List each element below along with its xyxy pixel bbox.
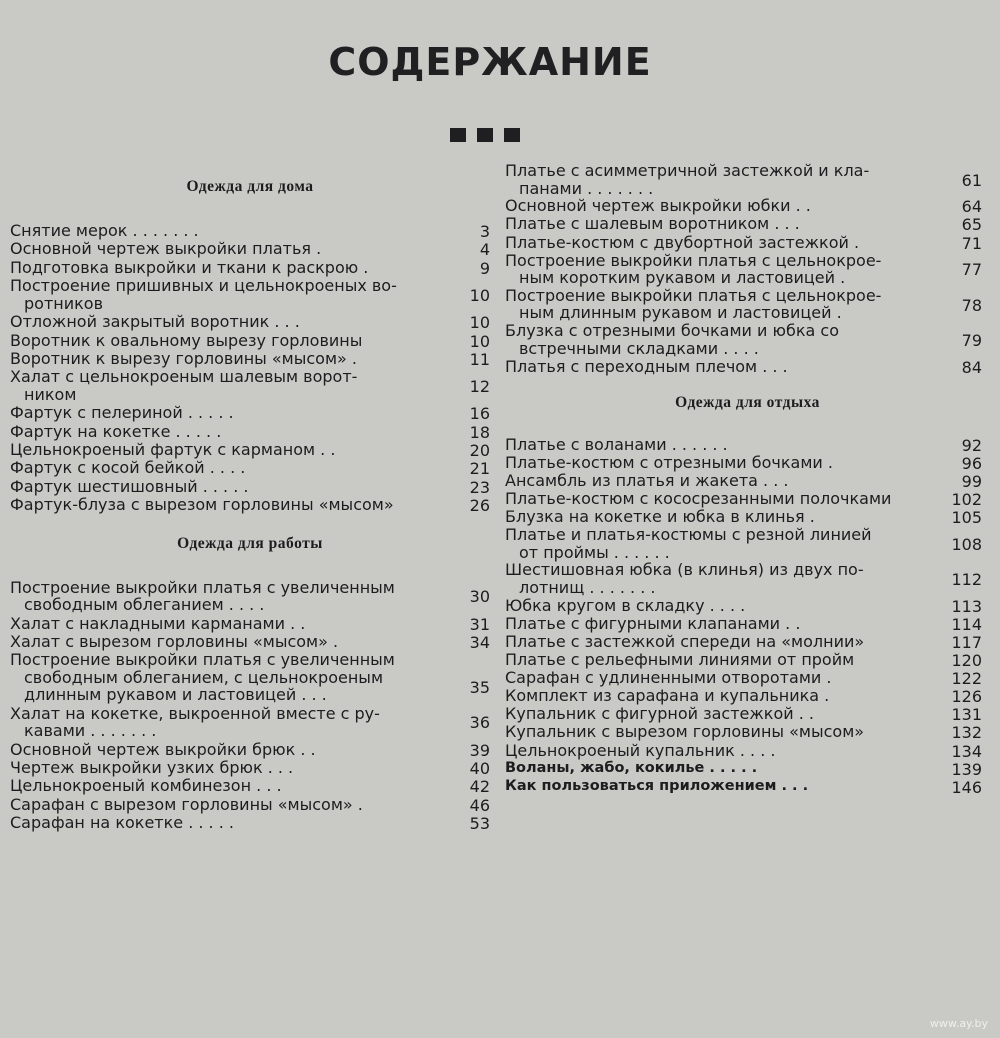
toc-entry [10,441,335,459]
toc-entry [10,579,395,614]
section-heading: Одежда для работы [177,534,323,552]
toc-page-number: 34 [469,632,490,652]
toc-entry-title: Платья с переходным плечом . . . [505,356,788,376]
toc-entry-title: Купальник с вырезом горловины «мысом» [505,722,865,742]
ornament-square [450,128,466,142]
toc-entry-title: Фартук на кокетке . . . . . [10,421,222,441]
toc-page-number: 46 [469,795,490,815]
toc-entry [10,633,338,651]
toc-entry-title: Построение выкройки платья с цельнокрое- [505,250,882,270]
toc-entry-title: Платье с шалевым воротником . . . [505,214,800,234]
toc-page-number: 102 [951,489,982,509]
toc-entry [10,313,300,331]
toc-entry [505,705,814,723]
toc-entry [10,741,316,759]
toc-page-number: 61 [961,170,982,190]
toc-entry-title: Фартук с косой бейкой . . . . [10,458,246,478]
toc-page-number: 120 [951,651,982,670]
toc-page-number: 114 [951,614,982,634]
toc-entry [505,472,788,490]
toc-entry [10,478,248,496]
toc-entry-title: Блузка с отрезными бочками и юбка со [505,321,839,341]
toc-entry [10,496,394,514]
toc-entry [505,615,800,633]
toc-entry [505,597,745,615]
toc-entry-title: лотнищ . . . . . . . [519,577,656,597]
toc-entry-title: Халат с накладными карманами . . [10,613,306,633]
toc-page-number: 10 [469,331,490,351]
toc-page-number: 11 [469,349,490,369]
toc-page-number: 10 [469,285,490,305]
ornament-square [477,128,493,142]
toc-page-number: 39 [469,740,490,760]
toc-entry-title: Блузка на кокетке и юбка в клинья . [505,507,815,526]
toc-entry [505,651,854,669]
toc-page-number: 42 [469,777,490,797]
toc-page-number: 9 [479,258,490,278]
toc-entry [505,633,864,651]
toc-entry-title: ротников [24,293,104,313]
toc-entry-title: Построение выкройки платья с увеличенным [10,577,395,597]
toc-page-number: 105 [951,508,982,527]
toc-entry [10,615,305,633]
toc-page-number: 4 [479,240,490,260]
toc-page-number: 12 [469,377,490,397]
page-title: СОДЕРЖАНИЕ [328,40,652,84]
toc-entry [10,259,368,277]
toc-page-number: 112 [951,570,982,589]
section-heading: Одежда для дома [186,178,314,195]
toc-entry-title: Халат с вырезом горловины «мысом» . [10,631,339,651]
toc-entry [10,796,363,814]
toc-entry-title: Снятие мерок . . . . . . . [10,221,199,240]
toc-entry-title: ным коротким рукавом и ластовицей . [519,268,846,288]
toc-entry-title: Сарафан с удлиненными отворотами . [505,668,832,688]
toc-entry-title: Сарафан с вырезом горловины «мысом» . [10,794,363,814]
watermark: www.ay.by [929,1017,988,1030]
toc-page-number: 71 [961,233,982,253]
toc-entry-title: встречными складками . . . . [519,338,759,358]
toc-page-number: 65 [961,215,982,235]
toc-entry-title: Комплект из сарафана и купальника . [505,686,830,706]
toc-entry [10,368,357,403]
toc-entry [505,215,800,233]
toc-entry [10,814,234,832]
toc-entry [505,760,757,778]
toc-entry-title: Воланы, жабо, кокилье . . . . . [505,759,758,776]
toc-page-number: 122 [951,669,982,689]
toc-entry-title: Цельнокроеный фартук с карманом . . [10,440,336,459]
toc-entry-title: Построение выкройки платья с цельнокрое- [505,285,882,305]
toc-entry-title: ником [24,384,77,404]
toc-page-number: 53 [469,814,490,834]
toc-entry-title: ным длинным рукавом и ластовицей . [519,303,842,323]
toc-entry-title: Платье с асимметричной застежкой и кла- [505,161,870,180]
toc-page-number: 134 [951,741,982,761]
toc-entry [505,322,839,357]
section-heading: Одежда для отдыха [675,393,820,411]
toc-entry [505,234,859,252]
toc-entry-title: кавами . . . . . . . [24,721,157,741]
toc-entry [10,222,199,240]
toc-entry [505,742,775,760]
toc-entry-title: Чертеж выкройки узких брюк . . . [10,758,294,777]
toc-entry [505,162,869,197]
toc-entry [505,723,864,741]
toc-entry [505,197,811,215]
toc-entry-title: Цельнокроеный комбинезон . . . [10,776,282,796]
toc-entry [10,350,357,368]
toc-entry-title: длинным рукавом и ластовицей . . . [24,685,327,705]
toc-page-number: 99 [961,471,982,491]
toc-entry-title: Основной чертеж выкройки брюк . . [10,739,316,759]
toc-entry-title: Сарафан на кокетке . . . . . [10,813,234,833]
toc-entry-title: свободным облеганием . . . . [24,595,265,615]
toc-page-number: 78 [961,295,982,315]
toc-entry [10,777,282,795]
toc-entry-title: Платье-костюм с косоcрезанными полочками [505,488,892,508]
toc-entry [10,332,362,350]
toc-entry-title: Ансамбль из платья и жакета . . . [505,470,789,490]
toc-entry-title: Купальник с фигурной застежкой . . [505,704,814,724]
toc-entry [10,240,321,258]
toc-entry [505,687,829,705]
toc-entry-title: Основной чертеж выкройки платья . [10,239,322,259]
toc-entry-title: Фартук-блуза с вырезом горловины «мысом» [10,495,394,515]
toc-page-number: 139 [951,759,982,779]
toc-entry [505,252,881,287]
toc-entry [505,358,788,376]
toc-entry-title: Отложной закрытый воротник . . . [10,312,300,332]
ornament-square [504,128,520,142]
toc-page-number: 18 [469,422,490,442]
toc-entry [10,759,293,777]
toc-entry-title: Как пользоваться приложением . . . [505,777,809,794]
toc-entry-title: Платье с воланами . . . . . . [505,434,728,454]
toc-page-number: 79 [961,330,982,350]
toc-entry-title: Халат с цельнокроеным шалевым ворот- [10,367,358,387]
toc-page-number: 131 [951,705,982,725]
toc-entry-title: Фартук с пелериной . . . . . [10,403,234,423]
toc-entry-title: Воротник к овальному вырезу горловины [10,330,363,350]
toc-entry-title: панами . . . . . . . [519,178,654,198]
toc-page-number: 126 [951,687,982,707]
toc-entry-title: Подготовка выкройки и ткани к раскрою . [10,257,369,277]
toc-page-number: 84 [961,357,982,377]
toc-page-number: 30 [469,587,490,607]
toc-page-number: 64 [961,197,982,217]
toc-entry-title: Юбка кругом в складку . . . . [505,595,746,615]
toc-entry-title: Построение выкройки платья с увеличенным [10,650,395,670]
toc-entry-title: Платье с рельефными линиями от пройм [505,650,855,669]
toc-entry-title: Халат на кокетке, выкроенной вместе с ру- [10,703,380,723]
toc-entry-title: Цельнокроеный купальник . . . . [505,740,776,760]
toc-page-number: 132 [951,723,982,743]
toc-page-number: 36 [469,713,490,733]
toc-entry [505,508,815,526]
toc-entry [10,404,234,422]
toc-entry-title: Основной чертеж выкройки юбки . . [505,196,811,216]
toc-page-number: 96 [961,453,982,473]
toc-entry-title: Фартук шестишовный . . . . . [10,476,249,496]
toc-entry-title: от проймы . . . . . . [519,542,670,562]
toc-entry [10,705,380,740]
toc-page-number: 108 [951,534,982,554]
toc-entry-title: Платье-костюм с двубортной застежкой . [505,232,860,252]
toc-entry [505,490,891,508]
toc-entry [10,423,221,441]
toc-page-number: 117 [951,632,982,652]
toc-entry [505,669,831,687]
toc-page-number: 26 [469,496,490,516]
toc-page-number: 35 [469,677,490,697]
toc-page-number: 23 [469,477,490,497]
toc-entry [505,526,872,561]
toc-page-number: 77 [961,260,982,280]
toc-entry [505,436,728,454]
toc-page-number: 92 [961,435,982,455]
toc-entry-title: Платье с фигурными клапанами . . [505,613,801,633]
toc-entry-title: Платье с застежкой спереди на «молнии» [505,631,865,651]
toc-entry [10,651,395,704]
toc-entry [10,459,245,477]
toc-entry [505,561,864,596]
toc-entry-title: Воротник к вырезу горловины «мысом» . [10,348,357,368]
toc-page-number: 3 [479,222,490,241]
toc-page-number: 31 [469,614,490,634]
toc-page-number: 40 [469,759,490,778]
toc-entry [505,287,881,322]
toc-entry-title: Шестишовная юбка (в клинья) из двух по- [505,560,864,580]
toc-page-number: 10 [469,313,490,333]
toc-page-number: 146 [951,777,982,797]
toc-entry-title: Платье-костюм с отрезными бочками . [505,452,833,472]
toc-page-number: 16 [469,404,490,424]
toc-entry [505,454,833,472]
toc-page-number: 21 [469,459,490,479]
toc-entry [10,277,397,312]
toc-entry-title: Платье и платья-костюмы с резной линией [505,525,872,545]
toc-page-number: 20 [469,441,490,460]
title-ornament [450,128,520,142]
toc-entry-title: Построение пришивных и цельнокроеных во- [10,276,397,296]
toc-entry-title: свободным облеганием, с цельнокроеным [24,667,384,687]
toc-entry [505,778,808,796]
toc-page-number: 113 [951,596,982,616]
